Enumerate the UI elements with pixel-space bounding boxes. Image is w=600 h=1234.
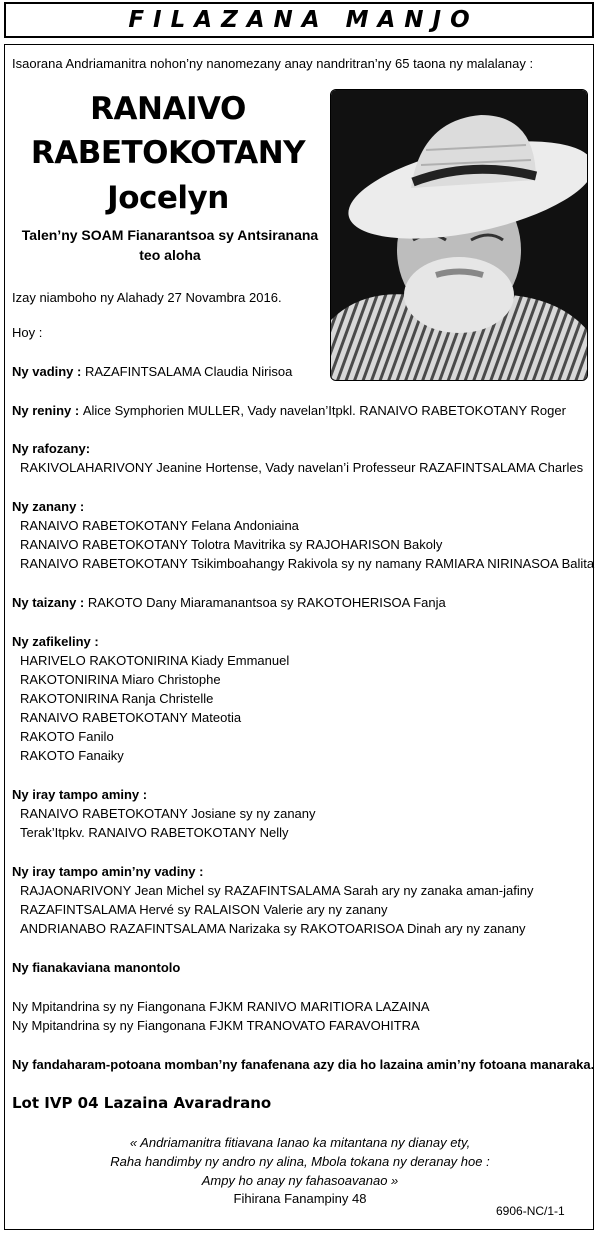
deceased-name-line1: RANAIVO bbox=[90, 91, 246, 127]
vadiny-sep: : bbox=[73, 364, 85, 379]
verse-line: « Andriamanitra fitiavana Ianao ka mitantana ny dianay ety, bbox=[129, 1135, 471, 1150]
zanany-label: Ny zanany : bbox=[12, 499, 85, 514]
zafikeliny-item: RAKOTO Fanaiky bbox=[20, 748, 124, 763]
rafozany-value: RAKIVOLAHARIVONY Jeanine Hortense, Vady navelan’i Professeur RAZAFINTSALAMA Charles bbox=[20, 460, 584, 475]
zafikeliny-item: RAKOTONIRINA Miaro Christophe bbox=[20, 672, 221, 687]
fianakaviana-line: Ny fianakaviana manontolo bbox=[12, 960, 181, 975]
zafikeliny-item: RAKOTONIRINA Ranja Christelle bbox=[20, 691, 214, 706]
vadiny-value: RAZAFINTSALAMA Claudia Nirisoa bbox=[84, 364, 293, 379]
notice-header bbox=[4, 2, 594, 38]
vadiny-row bbox=[12, 364, 292, 380]
iray-tampo-vadiny-item: RAJAONARIVONY Jean Michel sy RAZAFINTSALAMA Sarah ary ny zanaka aman-jafiny bbox=[20, 883, 534, 898]
fandaharam-line: Ny fandaharam-potoana momban’ny fanafenana azy dia ho lazaina amin’ny fotoana manaraka. bbox=[12, 1057, 595, 1072]
mpitandrina-line: Ny Mpitandrina sy ny Fiangonana FJKM RANIVO MARITIORA LAZAINA bbox=[12, 999, 430, 1014]
iray-tampo-item: RANAIVO RABETOKOTANY Josiane sy ny zanany bbox=[20, 806, 316, 821]
iray-tampo-vadiny-label: Ny iray tampo amin’ny vadiny : bbox=[12, 864, 204, 879]
zafikeliny-item: RAKOTO Fanilo bbox=[20, 729, 114, 744]
reniny-value: Alice Symphorien MULLER, Vady navelan’Itpkl. RANAIVO RABETOKOTANY Roger bbox=[82, 403, 566, 418]
zanany-item: RANAIVO RABETOKOTANY Felana Andoniaina bbox=[20, 518, 299, 533]
mpitandrina-line: Ny Mpitandrina sy ny Fiangonana FJKM TRANOVATO FARAVOHITRA bbox=[12, 1018, 420, 1033]
reniny-label: Ny reniny bbox=[12, 403, 72, 418]
iray-tampo-item: Terak’Itpkv. RANAIVO RABETOKOTANY Nelly bbox=[20, 825, 289, 840]
verse-line: Raha handimby ny andro ny alina, Mbola tokana ny deranay hoe : bbox=[110, 1154, 490, 1169]
verse-reference: Fihirana Fanampiny 48 bbox=[233, 1191, 367, 1206]
iray-tampo-vadiny-item: RAZAFINTSALAMA Hervé sy RALAISON Valerie ary ny zanany bbox=[20, 902, 388, 917]
reniny-row bbox=[12, 403, 566, 419]
notice-title: FILAZANA MANJO bbox=[128, 7, 479, 33]
zafikeliny-item: HARIVELO RAKOTONIRINA Kiady Emmanuel bbox=[20, 653, 290, 668]
zanany-item: RANAIVO RABETOKOTANY Tsikimboahangy Rakivola sy ny namany RAMIARA NIRINASOA Balita bbox=[20, 556, 595, 571]
iray-tampo-vadiny-item: ANDRIANABO RAZAFINTSALAMA Narizaka sy RAKOTOARISOA Dinah ary ny zanany bbox=[20, 921, 526, 936]
taizany-label: Ny taizany bbox=[12, 595, 77, 610]
zafikeliny-label: Ny zafikeliny : bbox=[12, 634, 99, 649]
deceased-name-line2: RABETOKOTANY bbox=[30, 135, 306, 171]
verse-line: Ampy ho anay ny fahasoavanao » bbox=[201, 1173, 399, 1188]
zafikeliny-item: RANAIVO RABETOKOTANY Mateotia bbox=[20, 710, 242, 725]
taizany-value: RAKOTO Dany Miaramanantsoa sy RAKOTOHERISOA Fanja bbox=[87, 595, 446, 610]
notice-code: 6906-NC/1-1 bbox=[496, 1204, 565, 1218]
death-notice: Izay niamboho ny Alahady 27 Novambra 2016. bbox=[12, 290, 282, 305]
vadiny-label: Ny vadiny bbox=[12, 364, 74, 379]
zanany-item: RANAIVO RABETOKOTANY Tolotra Mavitrika sy RAJOHARISON Bakoly bbox=[20, 537, 443, 552]
rafozany-label: Ny rafozany: bbox=[12, 441, 91, 456]
taizany-row bbox=[12, 595, 446, 611]
iray-tampo-label: Ny iray tampo aminy : bbox=[12, 787, 148, 802]
deceased-name-line3: Jocelyn bbox=[107, 180, 229, 216]
hoy-label: Hoy : bbox=[12, 325, 43, 340]
reniny-sep: : bbox=[71, 403, 83, 418]
lot-address: Lot IVP 04 Lazaina Avaradrano bbox=[12, 1094, 272, 1112]
portrait-photo bbox=[330, 89, 588, 381]
taizany-sep: : bbox=[76, 595, 88, 610]
intro-text: Isaorana Andriamanitra nohon’ny nanomezany anay nandritran’ny 65 taona ny malalanay : bbox=[12, 56, 534, 71]
deceased-role-line1: Talen’ny SOAM Fianarantsoa sy Antsiranana bbox=[21, 227, 319, 243]
deceased-role-line2: teo aloha bbox=[139, 247, 201, 263]
